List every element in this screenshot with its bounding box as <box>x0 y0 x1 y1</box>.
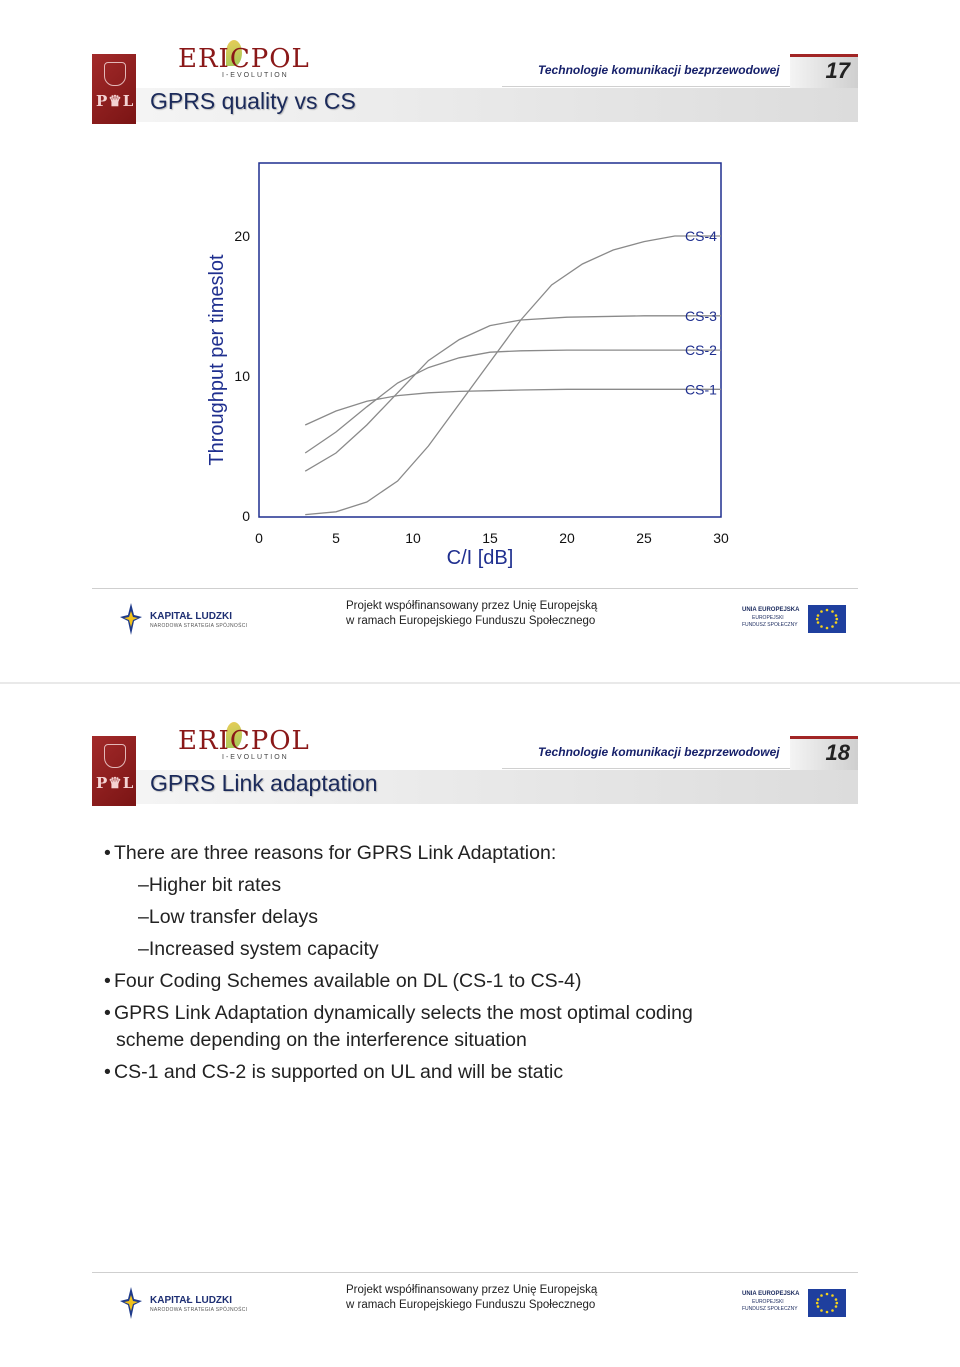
series-label: CS-3 <box>685 307 717 324</box>
y-tick-label: 20 <box>234 228 250 244</box>
kl-tagline: NARODOWA STRATEGIA SPÓJNOŚCI <box>150 1307 248 1313</box>
divider <box>502 86 802 87</box>
kl-name: KAPITAŁ LUDZKI <box>150 611 233 622</box>
x-tick-label: 15 <box>482 530 498 546</box>
eu-logo <box>742 607 852 639</box>
footer <box>92 1272 858 1333</box>
course-name: Technologie komunikacji bezprzewodowej <box>538 63 780 77</box>
bullet-item: • CS-1 and CS-2 is supported on UL and will be static <box>104 1061 564 1083</box>
eu-line-2: EUROPEJSKI <box>752 615 784 621</box>
accent-bar <box>790 54 858 57</box>
logo-text: ERICPOL <box>178 726 310 756</box>
kapital-ludzki-logo <box>120 1285 250 1321</box>
series-line <box>305 389 721 425</box>
sub-bullet-item: –Low transfer delays <box>138 906 318 928</box>
series-line <box>305 236 721 515</box>
project-line-1: Projekt współfinansowany przez Unię Europejską <box>346 1284 598 1296</box>
slide-number-tab <box>790 736 858 770</box>
bullet-text: Higher bit rates <box>148 874 282 896</box>
eu-line-1: UNIA EUROPEJSKA <box>742 607 800 613</box>
bullet-text: GPRS Link Adaptation dynamically selects the most optimal coding <box>114 1002 693 1024</box>
throughput-chart <box>195 160 755 580</box>
bullet-text: There are three reasons for GPRS Link Adaptation: <box>114 842 557 864</box>
slide-number-tab <box>790 54 858 88</box>
sub-bullet-item: –Increased system capacity <box>138 938 379 960</box>
bullet-item: • GPRS Link Adaptation dynamically selects the most optimal coding <box>104 1002 693 1024</box>
eagle-crest-icon <box>104 62 126 86</box>
ericpol-logo <box>178 726 310 766</box>
bullet-text: Low transfer delays <box>148 906 318 928</box>
y-axis-label: Throughput per timeslot <box>206 254 228 466</box>
pl-mark: P♛L <box>96 774 135 792</box>
eu-line-3: FUNDUSZ SPOŁECZNY <box>742 1306 798 1312</box>
logo-sub: I-EVOLUTION <box>222 754 289 761</box>
kl-name: KAPITAŁ LUDZKI <box>150 1295 233 1306</box>
eu-flag-icon <box>808 605 846 633</box>
eagle-crest-icon <box>104 744 126 768</box>
bullet-item: • Four Coding Schemes available on DL (CS-1 to CS-4) <box>104 970 582 992</box>
logo-sub: I-EVOLUTION <box>222 72 289 79</box>
slide-title: GPRS Link adaptation <box>150 770 378 796</box>
x-tick-label: 0 <box>255 530 263 546</box>
kl-star-icon <box>120 1285 142 1321</box>
project-line-2: w ramach Europejskiego Funduszu Społecznego <box>346 1299 596 1311</box>
poland-emblem <box>92 54 136 124</box>
bullet-continuation <box>116 1031 527 1051</box>
bullet-text: scheme depending on the interference situation <box>116 1029 527 1051</box>
divider <box>502 768 802 769</box>
poland-emblem <box>92 736 136 806</box>
plot-frame <box>259 163 721 517</box>
sub-bullet-item: –Higher bit rates <box>138 874 282 896</box>
series-label: CS-4 <box>685 228 717 244</box>
project-note <box>346 1283 597 1313</box>
kl-tagline: NARODOWA STRATEGIA SPÓJNOŚCI <box>150 623 248 629</box>
logo-text: ERICPOL <box>178 44 310 74</box>
x-tick-label: 20 <box>559 530 575 546</box>
slide-title: GPRS quality vs CS <box>150 88 356 114</box>
bullet-text: CS-1 and CS-2 is supported on UL and will be static <box>114 1061 564 1083</box>
x-tick-label: 30 <box>713 530 729 546</box>
x-tick-label: 5 <box>332 530 340 546</box>
series-line <box>305 316 721 471</box>
x-tick-label: 25 <box>636 530 652 546</box>
eu-flag-icon <box>808 1289 846 1317</box>
series-label: CS-1 <box>685 381 717 398</box>
project-line-1: Projekt współfinansowany przez Unię Europejską <box>346 600 598 612</box>
bullet-item: • There are three reasons for GPRS Link Adaptation: <box>104 842 557 864</box>
bullet-text: Four Coding Schemes available on DL (CS-1 to CS-4) <box>114 970 582 992</box>
y-tick-label: 0 <box>242 508 250 524</box>
course-name: Technologie komunikacji bezprzewodowej <box>538 745 780 759</box>
x-tick-label: 10 <box>405 530 421 546</box>
slide-number: 17 <box>825 58 850 83</box>
x-axis-label: C/I [dB] <box>446 547 514 569</box>
eu-line-3: FUNDUSZ SPOŁECZNY <box>742 622 798 628</box>
eu-logo <box>742 1291 852 1323</box>
ericpol-logo <box>178 44 310 84</box>
bullet-text: Increased system capacity <box>148 938 379 960</box>
eu-line-2: EUROPEJSKI <box>752 1299 784 1305</box>
kl-star-icon <box>120 601 142 637</box>
y-tick-label: 10 <box>234 368 250 384</box>
project-line-2: w ramach Europejskiego Funduszu Społecznego <box>346 615 596 627</box>
pl-mark: P♛L <box>96 92 135 110</box>
accent-bar <box>790 736 858 739</box>
kapital-ludzki-logo <box>120 601 250 637</box>
eu-line-1: UNIA EUROPEJSKA <box>742 1291 800 1297</box>
project-note <box>346 599 597 629</box>
footer <box>92 588 858 649</box>
slide-number: 18 <box>825 740 850 765</box>
series-label: CS-2 <box>685 342 717 359</box>
slide-18 <box>0 684 960 1367</box>
